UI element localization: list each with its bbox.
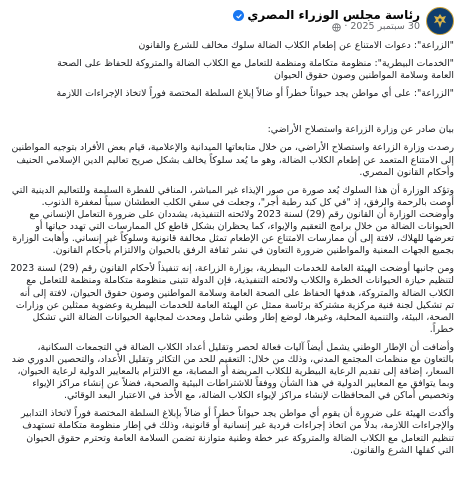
header-text (233, 9, 420, 34)
paragraph-1: رصدت وزارة الزراعة واستصلاح الأراضي، من خلال متابعاتها الميدانية والإعلامية، قيام بعض الأفراد بتوجيه المواطنين إلى الامتناع المتعمد عن إطعام الكلاب الضالة، وهو ما يُعد سلوكاً يخالف بشكل صريح تعاليم الدين الإسلامي الحنيف وأحكام القانون المصري. (11, 142, 454, 178)
meta-row: 30 سبتمبر 2025 · (233, 22, 420, 33)
paragraph-3: ومن جانبها أوضحت الهيئة العامة للخدمات البيطرية، بوزارة الزراعة، إنه تنفيذاً لأحكام القانون رقم (29) لسنة 2023 لتنظيم حيازة الحيوانات الخطرة والكلاب ولائحته التنفيذية، فإن الدولة تتبنى منظومة متكاملة ومنظمة للتعامل مع الكلاب الضالة والمتروكة، هدفها الحفاظ على الصحة العامة وسلامة المواطنين وصون حقوق الحيوان، لافتة إلى أنه تم تشكيل لجنة فنية مركزية مشتركة برئاسة ممثل عن الهيئة العامة للخدمات البيطرية وعضوية ممثلين عن وزارات الصحة، البيئة، والتنمية المحلية، وغيرها، لوضع إطار وطني شامل ومحدث لمجابهة الحيوانات الضالة التي تشكل خطراً. (10, 263, 454, 335)
paragraph-4: وأضافت أن الإطار الوطني يشمل أيضاً آليات فعالة لحصر وتقليل أعداد الكلاب الضالة في التجمعات السكانية، بالتعاون مع منظمات المجتمع المدني، وذلك من خلال: التعقيم للحد من التكاثر وتقليل الأعداد، والتحصين الدوري ضد السعار، إضافة إلى تقديم الرعاية البيطرية للكلاب المريضة أو المصابة، مع الالتزام بالمعايير الدولية لرعاية الحيوان، وبما يتوافق مع المعايير الدولية في هذا الشأن ووفقاً للاشتراطات البيئية والصحية، فضلاً عن إنشاء مراكز الإيواء وتخصيص أماكن في المحافظات لإنشاء مراكز لإيواء الكلاب الضالة، مع الأخذ في الاعتبار البعد الوقائي. (11, 341, 454, 402)
paragraph-2: وتؤكد الوزارة أن هذا السلوك يُعد صورة من صور الإيذاء غير المباشر، المنافي للفطرة السليمة وللتعاليم الدينية التي أوصت بالرحمة والرفق، إذ "في كل كبد رطبة أجر"، وجعلت في سقي الكلب العطشان سبباً لمغفرة الذنوب. وأوضحت الوزارة أن القانون رقم (29) لسنة 2023 ولائحته التنفيذية، يشددان على ضرورة التعامل الإنساني مع الحيوانات الضالة من خلال برامج التعقيم والإيواء، كما يحظران بشكل قاطع كل الممارسات التي تهدد حياتها أو تعرضها للهلاك، لافتة إلى أن ممارسات الامتناع عن الإطعام تمثل مخالفة قانونية وسلوكاً غير إنساني. وأهابت الوزارة بجميع الجهات المعنية والمواطنين ضرورة التعاون في نشر ثقافة الرفق بالحيوان والالتزام بأحكام القانون. (11, 184, 454, 257)
paragraph-5: وأكدت الهيئة على ضرورة أن يقوم أي مواطن يجد حيواناً خطراً أو ضالاً بإبلاغ السلطة المختصة فوراً لاتخاذ التدابير والإجراءات اللازمة، بدلاً من اتخاذ إجراءات فردية غير إنسانية أو قانونية، وذلك في إطار منظومة متكاملة تستهدف تنظيم التعامل مع الكلاب الضالة والمتروكة عبر خطة وطنية متوازنة تضمن السلامة العامة وتحترم حقوق الحيوان التي كفلها الشرع والقانون. (21, 408, 454, 456)
headline-2-line-1: "الخدمات البيطرية": منظومة متكاملة ومنظمة للتعامل مع الكلاب الضالة والمتروكة للحفاظ على الصحة (57, 58, 454, 70)
headline-2-line-2: العامة وسلامة المواطنين وصون حقوق الحيوان (274, 70, 454, 82)
page-avatar[interactable] (426, 7, 454, 35)
page-name[interactable]: رئاسة مجلس الوزراء المصري (247, 7, 420, 22)
statement-title: بيان صادر عن وزارة الزراعة واستصلاح الأراضي: (267, 124, 454, 136)
globe-icon (332, 23, 341, 32)
post-header (10, 6, 454, 36)
post-body (10, 40, 454, 457)
eagle-emblem-icon (430, 11, 450, 31)
headline-2 (10, 58, 454, 82)
post-date[interactable]: 30 سبتمبر 2025 (350, 21, 420, 33)
verified-badge-icon (233, 10, 244, 21)
name-row (233, 9, 420, 23)
headline-3: "الزراعة": على أي مواطن يجد حيواناً خطراً أو ضالاً إبلاغ السلطة المختصة فوراً لاتخاذ الإجراءات اللازمة (56, 88, 454, 100)
headline-1: "الزراعة": دعوات الامتناع عن إطعام الكلاب الضالة سلوك مخالف للشرع والقانون (138, 40, 454, 51)
